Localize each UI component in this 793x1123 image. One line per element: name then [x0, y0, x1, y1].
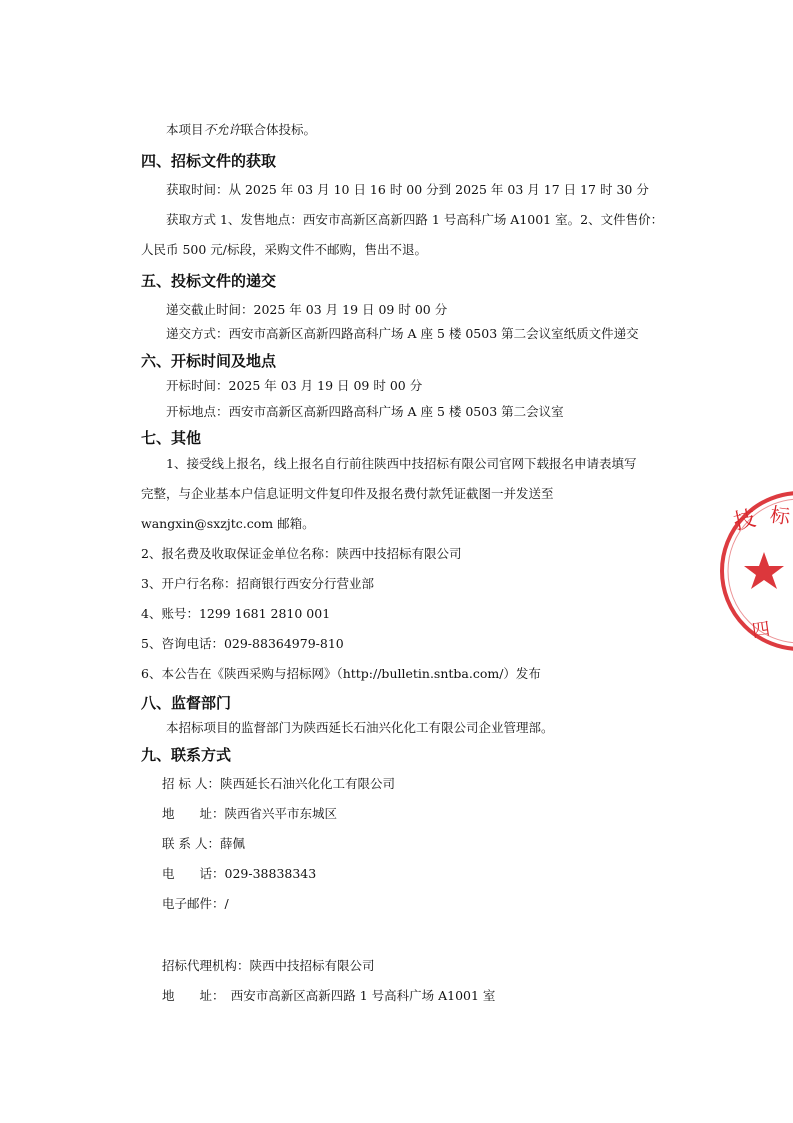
section-heading-4: 四、招标文件的获取 — [141, 152, 277, 170]
section-7-line-6: 4、账号：1299 1681 2810 001 — [141, 606, 331, 621]
section-4-line-3: 人民币 500 元/标段，采购文件不邮购，售出不退。 — [141, 242, 428, 257]
section-7-line-7: 5、咨询电话：029-88364979-810 — [141, 636, 344, 651]
section-5-line-2: 递交方式：西安市高新区高新四路高科广场 A 座 5 楼 0503 第二会议室纸质文件递交 — [166, 326, 639, 341]
seal-star-icon — [744, 552, 784, 589]
intro-emphasis: 不允许 — [203, 122, 242, 137]
agency-name: 招标代理机构：陕西中技招标有限公司 — [162, 958, 375, 973]
company-seal — [712, 486, 793, 656]
contact-phone: 电 话：029-38838343 — [162, 866, 317, 881]
section-heading-6: 六、开标时间及地点 — [141, 352, 277, 370]
contact-person: 联 系 人：薛佩 — [162, 836, 245, 851]
section-6-line-2: 开标地点：西安市高新区高新四路高科广场 A 座 5 楼 0503 第二会议室 — [166, 404, 564, 419]
section-7-line-5: 3、开户行名称：招商银行西安分行营业部 — [141, 576, 374, 591]
section-4-line-2: 获取方式 1、发售地点：西安市高新区高新四路 1 号高科广场 A1001 室。2、文件售价： — [166, 212, 664, 227]
seal-char-ji: 技 — [731, 506, 759, 536]
section-heading-5: 五、投标文件的递交 — [141, 272, 277, 290]
seal-graphic — [712, 486, 793, 656]
section-7-line-1: 1、接受线上报名，线上报名自行前往陕西中技招标有限公司官网下载报名申请表填写 — [166, 456, 637, 471]
section-heading-8: 八、监督部门 — [141, 694, 232, 712]
section-7-line-4: 2、报名费及收取保证金单位名称：陕西中技招标有限公司 — [141, 546, 462, 561]
contact-email: 电子邮件：/ — [162, 896, 229, 911]
agency-address: 地 址： 西安市高新区高新四路 1 号高科广场 A1001 室 — [162, 988, 496, 1003]
section-4-line-1: 获取时间：从 2025 年 03 月 10 日 16 时 00 分到 2025 年 03 月 17 日 17 时 30 分 — [166, 182, 649, 197]
seal-char-biao: 标 — [768, 502, 792, 529]
section-7-line-2: 完整，与企业基本户信息证明文件复印件及报名费付款凭证截图一并发送至 — [141, 486, 554, 501]
section-8-line-1: 本招标项目的监督部门为陕西延长石油兴化化工有限公司企业管理部。 — [166, 720, 554, 735]
section-heading-7: 七、其他 — [141, 429, 202, 447]
section-6-line-1: 开标时间：2025 年 03 月 19 日 09 时 00 分 — [166, 378, 423, 393]
contact-tenderer: 招 标 人：陕西延长石油兴化化工有限公司 — [162, 776, 395, 791]
section-heading-9: 九、联系方式 — [141, 746, 232, 764]
seal-char-si: 四 — [750, 618, 772, 643]
intro-line — [166, 122, 316, 138]
contact-address: 地 址：陕西省兴平市东城区 — [162, 806, 338, 821]
section-7-line-3: wangxin@sxzjtc.com 邮箱。 — [141, 516, 315, 531]
section-7-line-8: 6、本公告在《陕西采购与招标网》（http://bulletin.sntba.com/）发布 — [141, 666, 541, 681]
intro-suffix: 联合体投标。 — [241, 122, 317, 137]
section-5-line-1: 递交截止时间：2025 年 03 月 19 日 09 时 00 分 — [166, 302, 448, 317]
intro-prefix: 本项目 — [166, 122, 204, 137]
